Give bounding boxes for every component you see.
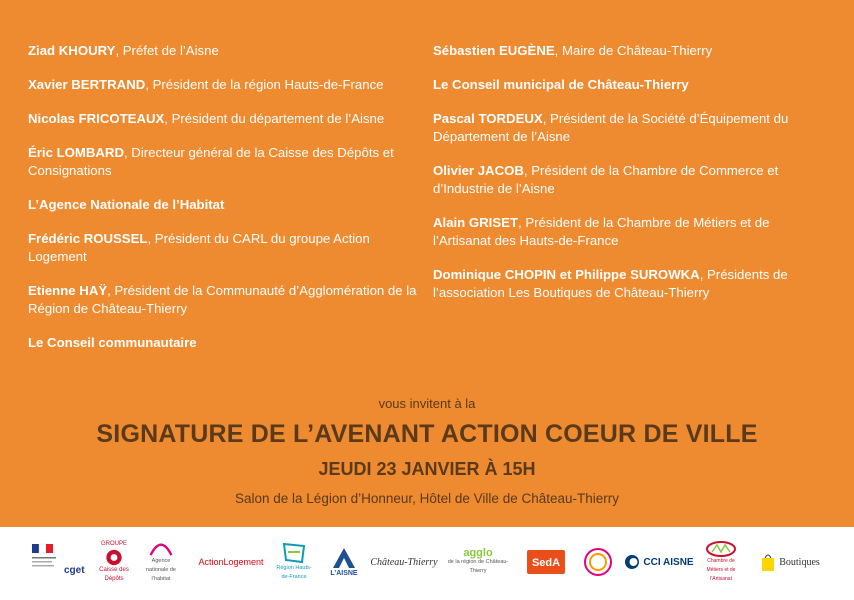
host-name: Ziad KHOURY xyxy=(28,43,116,58)
aisne-a-icon xyxy=(331,547,357,569)
cci-icon xyxy=(624,554,640,570)
action-logement-logo xyxy=(196,540,266,584)
aisne-logo xyxy=(325,540,363,584)
event-date: JEUDI 23 JANVIER À 15H xyxy=(318,459,536,479)
seda-label: SedA xyxy=(531,557,561,569)
host-role: , Président de la Chambre de Métiers et de l’Artisanat des Hauts-de-France xyxy=(433,215,770,248)
boutiques-logo xyxy=(752,540,828,584)
host-entry xyxy=(433,76,828,94)
host-role: , Maire de Château-Thierry xyxy=(554,43,713,58)
anah-label: Agence nationale de l’habitat xyxy=(146,558,176,582)
host-entry xyxy=(28,144,420,180)
cci-aisne-logo xyxy=(624,540,694,584)
host-role: , Présidents de l’association Les Boutiques de Château-Thierry xyxy=(433,267,788,300)
host-name: Pascal TORDEUX xyxy=(433,111,543,126)
host-role: , Préfet de l’Aisne xyxy=(115,43,219,58)
chateau-thierry-logo xyxy=(368,540,440,584)
aisne-label: L’AISNE xyxy=(330,569,358,577)
marianne-icon xyxy=(30,542,86,582)
event-title: SIGNATURE DE L’AVENANT ACTION COEUR DE VILLE xyxy=(96,420,758,448)
region-map-icon xyxy=(280,542,308,564)
agglo-sub-label: de la région de Château-Thierry xyxy=(447,558,509,574)
host-role: , Président de la région Hauts-de-France xyxy=(145,77,384,92)
host-name: Sébastien EUGÈNE xyxy=(433,43,555,58)
host-entry xyxy=(433,42,828,60)
agglo-logo xyxy=(446,540,510,584)
caisse-depots-logo xyxy=(94,540,134,584)
right-column xyxy=(433,42,828,318)
host-entry xyxy=(28,42,420,60)
host-entry xyxy=(433,110,828,146)
host-name: Le Conseil communautaire xyxy=(28,335,197,350)
cci-label: CCI AISNE xyxy=(643,556,694,568)
coeur-de-ville-icon xyxy=(583,547,613,577)
region-label: Région Hauts-de-France xyxy=(276,565,312,580)
seda-logo xyxy=(520,540,572,584)
host-role: , Président de la Société d’Équipement du Département de l’Aisne xyxy=(433,111,789,144)
host-entry xyxy=(28,230,420,266)
host-entry xyxy=(28,334,420,352)
prefecture-logo xyxy=(30,540,86,584)
left-column xyxy=(28,42,420,368)
action-logement-label: ActionLogement xyxy=(198,556,264,567)
agglo-label: agglo xyxy=(463,546,493,559)
seda-badge xyxy=(527,550,565,574)
chateau-thierry-label: Château-Thierry xyxy=(370,556,438,568)
host-name: Éric LOMBARD xyxy=(28,145,124,160)
caisse-label: Caisse des Dépôts xyxy=(99,567,129,582)
region-logo xyxy=(274,540,314,584)
host-entry xyxy=(28,110,420,128)
host-entry xyxy=(28,196,420,214)
host-name: Dominique CHOPIN et Philippe SUROWKA xyxy=(433,267,700,282)
host-role: , Directeur général de la Caisse des Dépôts et Consignations xyxy=(28,145,394,178)
host-entry xyxy=(433,162,828,198)
cma-logo xyxy=(700,540,742,584)
coeur-label xyxy=(580,588,616,597)
host-role: , Président de la Communauté d’Agglomération de la Région de Château-Thierry xyxy=(28,283,417,316)
boutiques-label: Boutiques xyxy=(779,556,820,568)
cget-label: cget xyxy=(64,565,85,576)
host-name: Frédéric ROUSSEL xyxy=(28,231,148,246)
host-name: L’Agence Nationale de l’Habitat xyxy=(28,197,225,212)
anah-logo xyxy=(143,540,179,584)
host-role: , Président du CARL du groupe Action Logement xyxy=(28,231,370,264)
host-name: Olivier JACOB xyxy=(433,163,524,178)
coeur-de-ville-logo xyxy=(580,540,616,584)
host-name: Alain GRISET xyxy=(433,215,518,230)
host-entry xyxy=(433,214,828,250)
cma-label: Chambre de Métiers et de l’Artisanat xyxy=(706,557,736,582)
host-name: Etienne HAŸ xyxy=(28,283,108,298)
host-entry xyxy=(28,76,420,94)
host-name: Nicolas FRICOTEAUX xyxy=(28,111,165,126)
host-role: , Président de la Chambre de Commerce et d’Industrie de l’Aisne xyxy=(433,163,779,196)
groupe-label: GROUPE xyxy=(100,541,127,547)
caisse-emblem-icon xyxy=(103,549,125,566)
invite-intro: vous invitent à la xyxy=(378,396,476,411)
event-venue: Salon de la Légion d’Honneur, Hôtel de Ville de Château-Thierry xyxy=(235,491,619,506)
host-role: , Président du département de l’Aisne xyxy=(164,111,385,126)
host-entry xyxy=(433,266,828,302)
cma-icon xyxy=(706,541,736,557)
shopping-bag-icon xyxy=(760,552,776,572)
host-entry xyxy=(28,282,420,318)
host-name: Le Conseil municipal de Château-Thierry xyxy=(433,77,689,92)
anah-house-icon xyxy=(148,540,174,557)
host-name: Xavier BERTRAND xyxy=(28,77,146,92)
